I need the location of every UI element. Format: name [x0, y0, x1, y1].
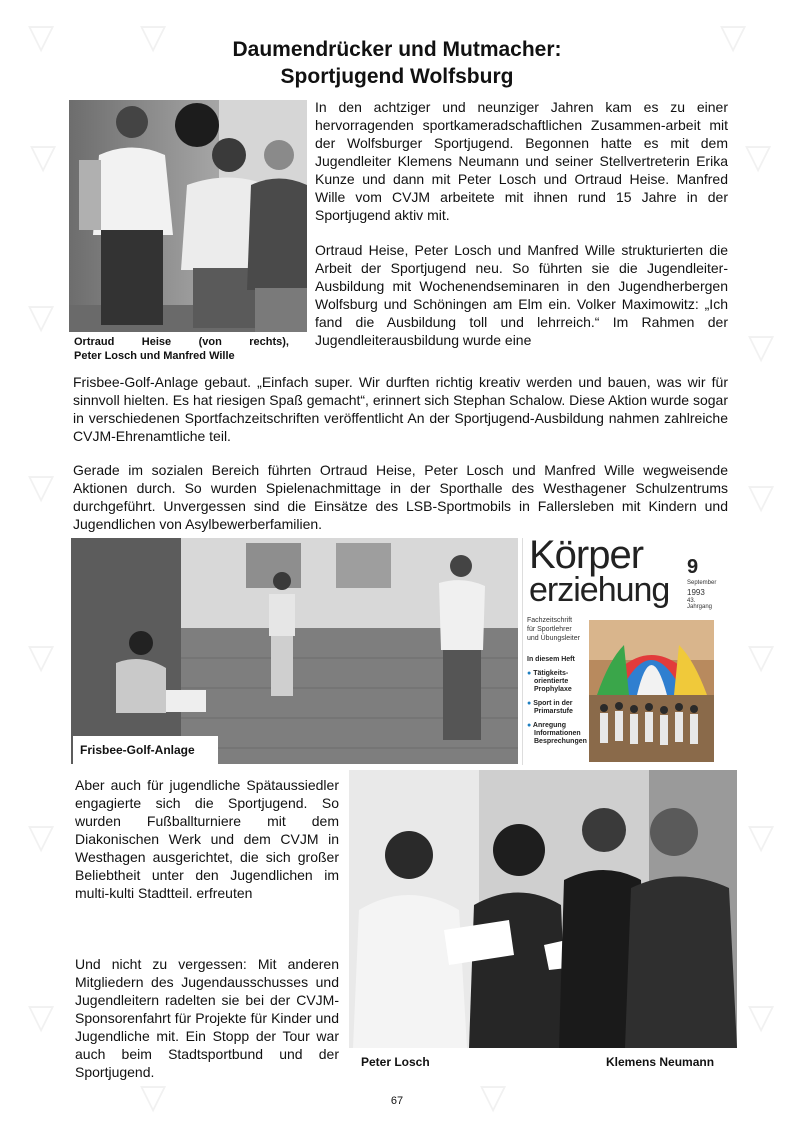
frisbee-caption: Frisbee-Golf-Anlage — [80, 743, 195, 757]
paragraph-sponsorenfahrt: Und nicht zu vergessen: Mit anderen Mitgliedern des Jugendausschusses und Jugendleitern radelten sie bei der CVJM-Sponsorenfahrt für Projekte für Kinder und Jugendliche mit. Ein Stopp der Tour war auch beim Stadtsportbund und der Sportjugend. — [75, 956, 339, 1080]
photo-peter-klemens — [349, 770, 737, 1048]
bullet-icon: ● — [527, 722, 532, 729]
watermark-logo-icon: ▽ — [28, 638, 55, 676]
magazine-title-line2: erziehung — [529, 571, 670, 609]
watermark-logo-icon: ▽ — [748, 818, 775, 856]
magazine-year: 1993 — [687, 588, 705, 597]
caption-klemens-neumann: Klemens Neumann — [606, 1055, 715, 1069]
magazine-subtitle-line1: Fachzeitschrift — [527, 617, 573, 624]
magazine-title-line1: Körper — [529, 538, 644, 577]
watermark-logo-icon: ▽ — [28, 468, 55, 506]
watermark-logo-icon: ▽ — [748, 328, 775, 366]
magazine-issue-number: 9 — [687, 556, 699, 578]
watermark-logo-icon: ▽ — [28, 998, 55, 1036]
watermark-logo-icon: ▽ — [28, 298, 55, 336]
watermark-logo-icon: ▽ — [28, 818, 55, 856]
magazine-subtitle — [527, 616, 589, 643]
magazine-volume: 43. Jahrgang — [687, 598, 713, 610]
caption-line2: Peter Losch und Manfred Wille — [74, 350, 235, 362]
watermark-logo-icon: ▽ — [28, 18, 55, 56]
watermark-logo-icon: ▽ — [748, 478, 775, 516]
photo-three-people-caption — [74, 335, 289, 363]
magazine-item-3-line2: Informationen — [534, 730, 581, 737]
watermark-logo-icon: ▽ — [745, 138, 772, 176]
watermark-logo-icon: ▽ — [720, 18, 747, 56]
photo-frisbee-golf-image — [71, 538, 518, 764]
magazine-cover — [522, 538, 719, 765]
magazine-subtitle-line3: und Übungsleiter — [527, 635, 580, 642]
magazine-item-2 — [527, 700, 589, 716]
magazine-item-2-line2: Primarstufe — [534, 708, 573, 715]
magazine-item-3-line3: Besprechungen — [534, 738, 587, 745]
watermark-logo-icon: ▽ — [140, 1078, 167, 1116]
page-title — [0, 36, 794, 90]
magazine-item-3-line1: Anregung — [532, 722, 566, 729]
magazine-item-3 — [527, 722, 589, 746]
bullet-icon: ● — [527, 700, 532, 707]
magazine-item-1 — [527, 670, 589, 694]
magazine-subtitle-line2: für Sportlehrer — [527, 626, 572, 633]
photo-frisbee-golf — [71, 538, 518, 764]
frisbee-caption-box — [73, 736, 218, 764]
magazine-month: September — [687, 580, 717, 586]
paragraph-intro: In den achtziger und neunziger Jahren kam es zu einer hervorragenden sportkameradschaftlichen Zusammen-arbeit mit der Wolfsburger Sportjugend. Begonnen hatte es mit dem Jugendleiter Klemens Neumann und seiner Stellvertreterin Erika Kunze und dann mit Peter Losch und Ortraud Heise. Manfred Wille vom CVJM arbeitete mit ihnen rund 15 Jahre in der Sportjugend aktiv mit. — [315, 99, 728, 223]
magazine-item-1-line2: orientierte — [534, 678, 569, 685]
watermark-logo-icon: ▽ — [748, 638, 775, 676]
photo-three-people-image — [69, 100, 307, 332]
paragraph-social: Gerade im sozialen Bereich führten Ortraud Heise, Peter Losch und Manfred Wille wegweisende Aktionen durch. So wurden Spielenachmittage in der Sporthalle des Westhagener Schulzentrums durchgeführt. Unvergessen sind die Einsätze des LSB-Sportmobils in Fallersleben mit Kindern und Jugendlichen von Asylbewerberfamilien. — [73, 462, 728, 532]
caption-peter-losch: Peter Losch — [361, 1055, 430, 1069]
photo-peter-klemens-image — [349, 770, 737, 1048]
watermark-logo-icon: ▽ — [480, 1078, 507, 1116]
magazine-item-1-line1: Tätigkeits- — [533, 670, 569, 677]
magazine-contents-heading: In diesem Heft — [527, 656, 575, 663]
caption-line1: Ortraud Heise (von rechts), — [74, 336, 289, 348]
photo-three-people — [69, 100, 307, 332]
paragraph-spaetaussiedler: Aber auch für jugendliche Spätaussiedler engagierte sich die Sportjugend. So wurden Fußballturniere mit dem Diakonischen Werk und dem CVJM in Westhagen ausgerichtet, die sich großer Beliebtheit unter den Jugendlichen im multi-kulti Stadtteil. erfreuten — [75, 777, 339, 901]
magazine-cover-photo — [589, 620, 714, 762]
page-title-line2: Sportjugend Wolfsburg — [280, 65, 514, 88]
watermark-logo-icon: ▽ — [30, 138, 57, 176]
bullet-icon: ● — [527, 670, 532, 677]
watermark-logo-icon: ▽ — [748, 998, 775, 1036]
magazine-item-2-line1: Sport in der — [533, 700, 573, 707]
watermark-logo-icon: ▽ — [140, 18, 167, 56]
magazine-item-1-line3: Prophylaxe — [534, 686, 572, 693]
paragraph-training-top: Ortraud Heise, Peter Losch und Manfred Wille strukturierten die Arbeit der Sportjugend neu. So führten sie die Jugendleiter-Ausbildung mit Wochenendseminaren in den Jugendherbergen Wolfsburg und Schöningen am Elm ein. Volker Maximowitz: „Ich fand die Ausbildung toll und lehrreich.“ Im Rahmen der Jugendleiterausbildung wurde eine — [315, 242, 728, 348]
paragraph-training-bottom: Frisbee-Golf-Anlage gebaut. „Einfach super. Wir durften richtig kreativ werden und bauen, was wir für sinnvoll hielten. Es hat riesigen Spaß gemacht“, erinnert sich Stephan Schalow. Diese Aktion wurde sogar in verschiedenen Sportfachzeitschriften veröffentlicht An der Sportjugend-Ausbildung nahmen zahlreiche CVJM-Ehrenamtliche teil. — [73, 374, 728, 444]
page-title-line1: Daumendrücker und Mutmacher: — [232, 38, 562, 61]
page-number: 67 — [390, 1095, 404, 1107]
magazine-contents — [527, 656, 589, 746]
